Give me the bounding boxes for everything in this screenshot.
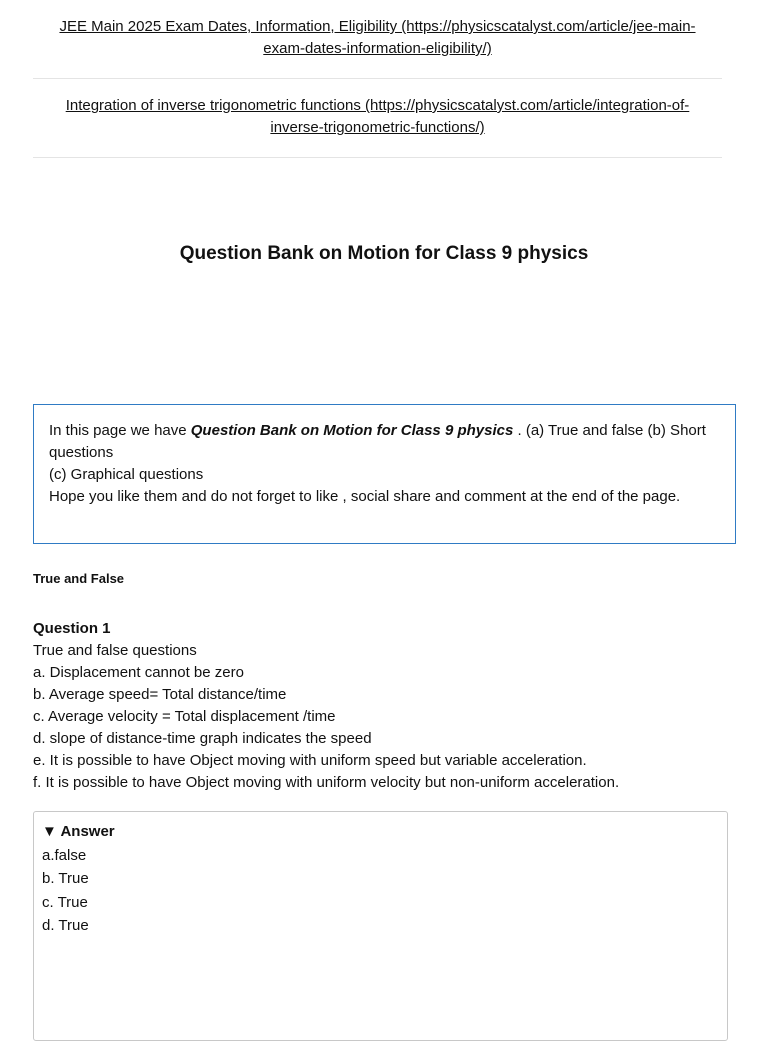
question-label: Question 1 — [33, 620, 111, 637]
question-line: True and false questions — [33, 642, 197, 659]
related-link-jee-main[interactable]: JEE Main 2025 Exam Dates, Information, Eligibility (https://physicscatalyst.com/article/jee-main-exam-dates-information-eligibility/) — [59, 18, 696, 57]
intro-box — [33, 404, 736, 544]
answer-line: c. True — [42, 893, 88, 911]
intro-prefix: In this page we have — [49, 422, 191, 439]
question-option-a: a. Displacement cannot be zero — [33, 664, 244, 681]
intro-line-2: (c) Graphical questions — [49, 466, 204, 483]
question-1 — [33, 618, 733, 794]
answer-line: d. True — [42, 917, 89, 934]
related-link-block — [33, 79, 722, 158]
question-option-e: e. It is possible to have Object moving with uniform speed but variable acceleration. — [33, 752, 587, 769]
related-links — [33, 0, 722, 158]
answer-details — [33, 811, 728, 1041]
answer-toggle[interactable]: ▼ Answer — [42, 823, 115, 840]
question-option-f: f. It is possible to have Object moving with uniform velocity but non-uniform acceleration. — [33, 774, 620, 791]
question-option-d: d. slope of distance-time graph indicates the speed — [33, 730, 372, 747]
related-link-block — [33, 0, 722, 79]
intro-line-1 — [49, 420, 719, 464]
related-link-inverse-trig[interactable]: Integration of inverse trigonometric functions (https://physicscatalyst.com/article/integration-of-inverse-trigonometric-functions/) — [65, 97, 690, 136]
page-title: Question Bank on Motion for Class 9 physics — [179, 243, 589, 264]
answer-line: a.false — [42, 846, 87, 864]
intro-line-3: Hope you like them and do not forget to like , social share and comment at the end of the page. — [49, 488, 681, 505]
section-heading-true-false: True and False — [33, 571, 125, 586]
answer-line: b. True — [42, 870, 89, 887]
question-option-c: c. Average velocity = Total displacement /time — [33, 708, 336, 725]
intro-suffix: . (a) True and false (b) Short questions — [49, 422, 706, 461]
question-option-b: b. Average speed= Total distance/time — [33, 686, 287, 703]
intro-emphasis: Question Bank on Motion for Class 9 physics — [190, 422, 514, 439]
